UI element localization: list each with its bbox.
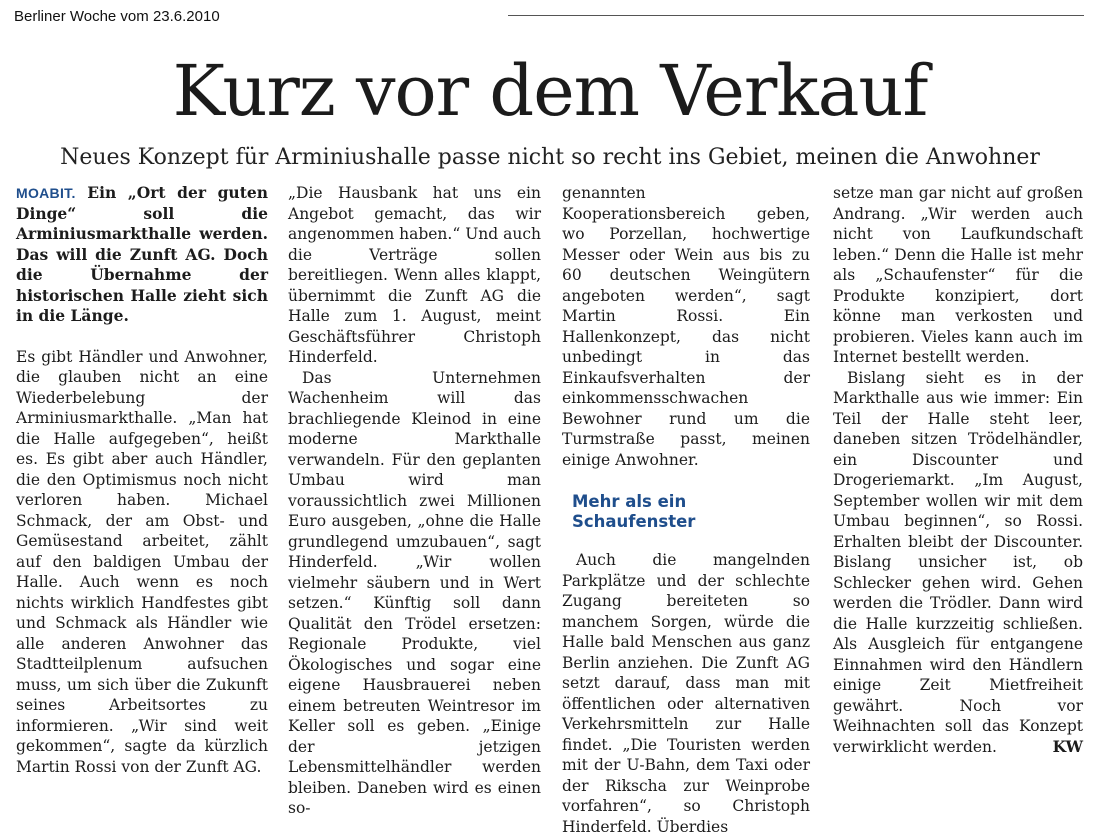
paragraph-3-end: genannten Kooperationsbereich geben, wo Porzellan, hochwertige Messer oder Wein aus bis zu 60 deutschen Weingütern angeboten werden“, sagt Martin Rossi. Ein Hallenkonzept, das nicht unbedingt in das Einkaufsverhalten der einkommensschwachen Bewohner rund um die Turmstraße passt, meinen einige Anwohner.	[562, 184, 810, 469]
column-2	[288, 183, 541, 819]
paragraph-3-start: Das Unternehmen Wachenheim will das brachliegende Kleinod in eine moderne Markthalle verwandeln. Für den geplanten Umbau wird man voraussichtlich zwei Millionen Euro ausgeben, „ohne die Halle grundlegend umzubauen“, sagt Hinderfeld. „Wir wollen vielmehr säubern und in Wert setzen.“ Künftig soll dann Qualität den Trödel ersetzen: Regionale Produkte, viel Ökologisches und sogar eine eigene Hausbrauerei neben einem betreuten Weintresor im Keller soll es geben. „Einige der jetzigen Lebensmittelhändler werden bleiben. Daneben wird es einen so-	[288, 368, 541, 817]
paragraph-5	[833, 368, 1083, 758]
headline: Kurz vor dem Verkauf	[172, 50, 928, 132]
lead-paragraph	[16, 183, 268, 327]
lead-text: Ein „Ort der guten Dinge“ soll die Arminiusmarkthalle werden. Das will die Zunft AG. Doch die Übernahme der historischen Halle zieht sich in die Länge.	[16, 183, 268, 325]
paragraph-2: „Die Hausbank hat uns ein Angebot gemacht, das wir angenommen haben.“ Und auch die Verträge sollen bereitliegen. Wenn alles klappt, übernimmt die Zunft AG die Halle zum 1. August, meint Geschäftsführer Christoph Hinderfeld.	[288, 184, 541, 366]
column-1	[16, 183, 268, 777]
author-signature: KW	[1052, 736, 1083, 756]
column-4	[833, 183, 1083, 757]
paragraph-4-start: Auch die mangelnden Parkplätze und der schlechte Zugang bereiteten so manchem Sorgen, würde die Halle bald Menschen aus ganz Berlin anziehen. Die Zunft AG setzt darauf, dass man mit öffentlichen oder alternativen Verkehrsmitteln zur Halle findet. „Die Touristen werden mit der U-Bahn, dem Taxi oder der Rikscha zur Weinprobe vorfahren“, so Christoph Hinderfeld. Überdies	[562, 551, 810, 836]
column-3	[562, 183, 810, 837]
paragraph-4-end: setze man gar nicht auf großen Andrang. „Wir werden auch nicht von Laufkundschaft leben.“ Denn die Halle ist mehr als „Schaufenster“ für die Produkte konzipiert, dort könne man verkosten und probieren. Vieles kann auch im Internet bestellt werden.	[833, 184, 1083, 366]
paragraph-5-text: Bislang sieht es in der Markthalle aus wie immer: Ein Teil der Halle steht leer, daneben sitzen Trödelhändler, ein Discounter und Drogeriemarkt. „Im August, September wollen wir mit dem Umbau beginnen“, so Rossi. Erhalten bleibt der Discounter. Bislang unsicher ist, ob Schlecker gehen wird. Gehen werden die Trödler. Dann wird die Halle kurzzeitig schließen. Als Ausgleich für entgangene Einnahmen wird den Händlern einige Zeit Mietfreiheit gewährt. Noch vor Weihnachten soll das Konzept verwirklicht werden.	[833, 368, 1083, 756]
source-line: Berliner Woche vom 23.6.2010	[14, 8, 220, 25]
header-rule	[508, 15, 1084, 16]
paragraph-1: Es gibt Händler und Anwohner, die glauben nicht an eine Wiederbelebung der Arminiusmarkthalle. „Man hat die Halle aufgegeben“, heißt es. Es gibt aber auch Händler, die den Optimismus noch nicht verloren haben. Michael Schmack, der am Obst- und Gemüsestand arbeitet, zählt auf den baldigen Umbau der Halle. Auch wenn es noch nichts wirklich Handfestes gibt und Schmack als Händler wie alle anderen Anwohner das Stadtteilplenum aufsuchen muss, um sich über die Zukunft seines Arbeitsortes zu informieren. „Wir sind weit gekommen“, sagte da kürzlich Martin Rossi von der Zunft AG.	[16, 347, 268, 776]
subheadline: Neues Konzept für Arminiushalle passe nicht so recht ins Gebiet, meinen die Anwohner	[60, 145, 1040, 170]
location-tag: MOABIT.	[16, 185, 76, 201]
intertitle: Mehr als ein Schaufenster	[572, 492, 696, 531]
